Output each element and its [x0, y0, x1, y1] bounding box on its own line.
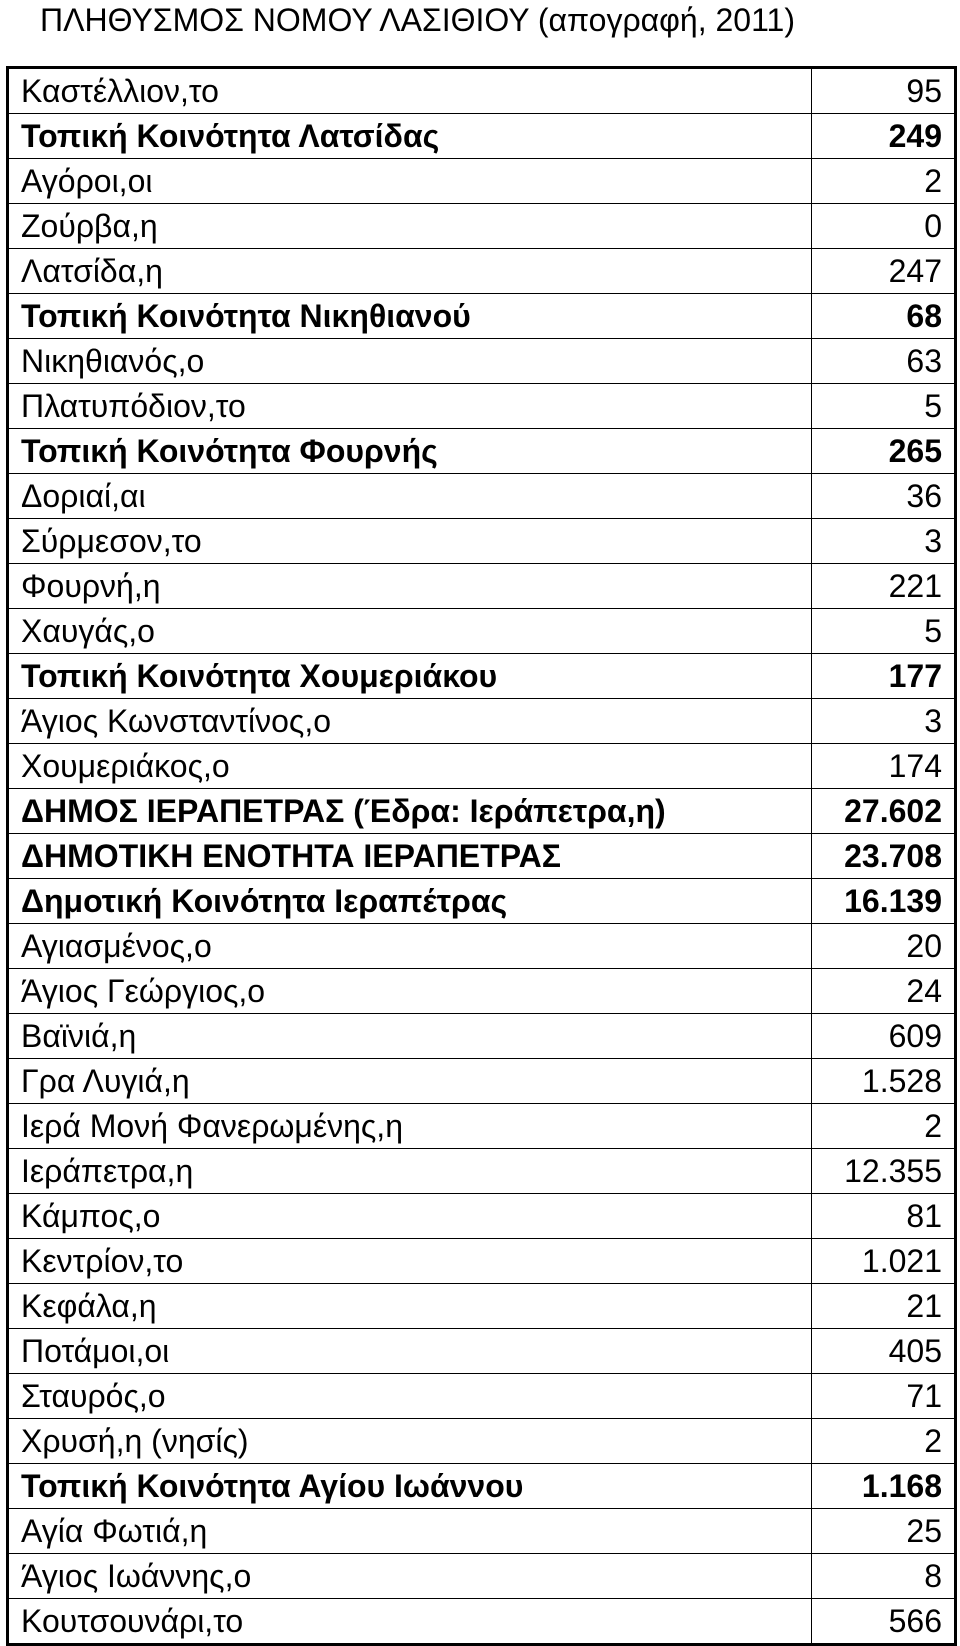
population-value-cell: 2 — [812, 1104, 956, 1149]
population-value-cell: 405 — [812, 1329, 956, 1374]
table-row — [8, 429, 956, 474]
settlement-name-cell: Τοπική Κοινότητα Λατσίδας — [8, 114, 812, 159]
settlement-name-cell: Ιερά Μονή Φανερωμένης,η — [8, 1104, 812, 1149]
settlement-name-cell: Κεντρίον,το — [8, 1239, 812, 1284]
table-row — [8, 294, 956, 339]
population-value-cell: 1.528 — [812, 1059, 956, 1104]
table-row — [8, 1104, 956, 1149]
settlement-name-cell: Ζούρβα,η — [8, 204, 812, 249]
table-row — [8, 68, 956, 114]
table-row — [8, 1329, 956, 1374]
settlement-name-cell: Φουρνή,η — [8, 564, 812, 609]
population-value-cell: 81 — [812, 1194, 956, 1239]
population-table — [6, 66, 957, 1646]
table-row — [8, 1554, 956, 1599]
population-value-cell: 23.708 — [812, 834, 956, 879]
table-row — [8, 474, 956, 519]
population-value-cell: 8 — [812, 1554, 956, 1599]
population-value-cell: 63 — [812, 339, 956, 384]
population-value-cell: 0 — [812, 204, 956, 249]
table-row — [8, 654, 956, 699]
population-value-cell: 71 — [812, 1374, 956, 1419]
population-value-cell: 20 — [812, 924, 956, 969]
settlement-name-cell: Άγιος Ιωάννης,ο — [8, 1554, 812, 1599]
settlement-name-cell: Ιεράπετρα,η — [8, 1149, 812, 1194]
table-row — [8, 879, 956, 924]
table-row — [8, 1059, 956, 1104]
population-value-cell: 177 — [812, 654, 956, 699]
settlement-name-cell: Χρυσή,η (νησίς) — [8, 1419, 812, 1464]
population-value-cell: 95 — [812, 68, 956, 114]
table-row — [8, 744, 956, 789]
table-row — [8, 699, 956, 744]
table-row — [8, 1149, 956, 1194]
population-value-cell: 566 — [812, 1599, 956, 1645]
table-row — [8, 1014, 956, 1059]
table-row — [8, 159, 956, 204]
settlement-name-cell: Βαϊνιά,η — [8, 1014, 812, 1059]
settlement-name-cell: Ποτάμοι,οι — [8, 1329, 812, 1374]
population-value-cell: 249 — [812, 114, 956, 159]
population-value-cell: 24 — [812, 969, 956, 1014]
table-row — [8, 1374, 956, 1419]
table-row — [8, 789, 956, 834]
table-row — [8, 1284, 956, 1329]
settlement-name-cell: Χουμεριάκος,ο — [8, 744, 812, 789]
settlement-name-cell: ΔΗΜΟΣ ΙΕΡΑΠΕΤΡΑΣ (Έδρα: Ιεράπετρα,η) — [8, 789, 812, 834]
population-value-cell: 609 — [812, 1014, 956, 1059]
settlement-name-cell: Σταυρός,ο — [8, 1374, 812, 1419]
population-value-cell: 5 — [812, 384, 956, 429]
settlement-name-cell: ΔΗΜΟΤΙΚΗ ΕΝΟΤΗΤΑ ΙΕΡΑΠΕΤΡΑΣ — [8, 834, 812, 879]
population-value-cell: 2 — [812, 1419, 956, 1464]
population-value-cell: 21 — [812, 1284, 956, 1329]
population-value-cell: 1.021 — [812, 1239, 956, 1284]
settlement-name-cell: Τοπική Κοινότητα Φουρνής — [8, 429, 812, 474]
settlement-name-cell: Αγόροι,οι — [8, 159, 812, 204]
population-value-cell: 247 — [812, 249, 956, 294]
table-row — [8, 1599, 956, 1645]
settlement-name-cell: Αγιασμένος,ο — [8, 924, 812, 969]
settlement-name-cell: Γρα Λυγιά,η — [8, 1059, 812, 1104]
table-row — [8, 204, 956, 249]
settlement-name-cell: Τοπική Κοινότητα Νικηθιανού — [8, 294, 812, 339]
settlement-name-cell: Χαυγάς,ο — [8, 609, 812, 654]
table-row — [8, 339, 956, 384]
population-value-cell: 174 — [812, 744, 956, 789]
population-value-cell: 1.168 — [812, 1464, 956, 1509]
settlement-name-cell: Νικηθιανός,ο — [8, 339, 812, 384]
table-row — [8, 1464, 956, 1509]
settlement-name-cell: Άγιος Κωνσταντίνος,ο — [8, 699, 812, 744]
table-row — [8, 114, 956, 159]
table-row — [8, 1239, 956, 1284]
settlement-name-cell: Τοπική Κοινότητα Χουμεριάκου — [8, 654, 812, 699]
population-value-cell: 221 — [812, 564, 956, 609]
table-row — [8, 924, 956, 969]
settlement-name-cell: Δοριαί,αι — [8, 474, 812, 519]
settlement-name-cell: Τοπική Κοινότητα Αγίου Ιωάννου — [8, 1464, 812, 1509]
settlement-name-cell: Αγία Φωτιά,η — [8, 1509, 812, 1554]
table-row — [8, 384, 956, 429]
population-value-cell: 16.139 — [812, 879, 956, 924]
population-value-cell: 12.355 — [812, 1149, 956, 1194]
table-row — [8, 834, 956, 879]
table-row — [8, 249, 956, 294]
settlement-name-cell: Δημοτική Κοινότητα Ιεραπέτρας — [8, 879, 812, 924]
table-row — [8, 1419, 956, 1464]
table-body — [8, 68, 956, 1645]
settlement-name-cell: Κουτσουνάρι,το — [8, 1599, 812, 1645]
settlement-name-cell: Καστέλλιον,το — [8, 68, 812, 114]
settlement-name-cell: Άγιος Γεώργιος,ο — [8, 969, 812, 1014]
table-row — [8, 969, 956, 1014]
settlement-name-cell: Κάμπος,ο — [8, 1194, 812, 1239]
settlement-name-cell: Λατσίδα,η — [8, 249, 812, 294]
settlement-name-cell: Πλατυπόδιον,το — [8, 384, 812, 429]
table-row — [8, 609, 956, 654]
population-value-cell: 25 — [812, 1509, 956, 1554]
population-value-cell: 5 — [812, 609, 956, 654]
population-value-cell: 2 — [812, 159, 956, 204]
population-value-cell: 27.602 — [812, 789, 956, 834]
settlement-name-cell: Σύρμεσον,το — [8, 519, 812, 564]
settlement-name-cell: Κεφάλα,η — [8, 1284, 812, 1329]
population-value-cell: 68 — [812, 294, 956, 339]
population-value-cell: 265 — [812, 429, 956, 474]
population-value-cell: 36 — [812, 474, 956, 519]
population-value-cell: 3 — [812, 519, 956, 564]
table-row — [8, 1194, 956, 1239]
population-value-cell: 3 — [812, 699, 956, 744]
table-row — [8, 564, 956, 609]
page-title: ΠΛΗΘΥΣΜΟΣ ΝΟΜΟΥ ΛΑΣΙΘΙΟΥ (απογραφή, 2011) — [40, 2, 795, 38]
table-row — [8, 519, 956, 564]
table-row — [8, 1509, 956, 1554]
